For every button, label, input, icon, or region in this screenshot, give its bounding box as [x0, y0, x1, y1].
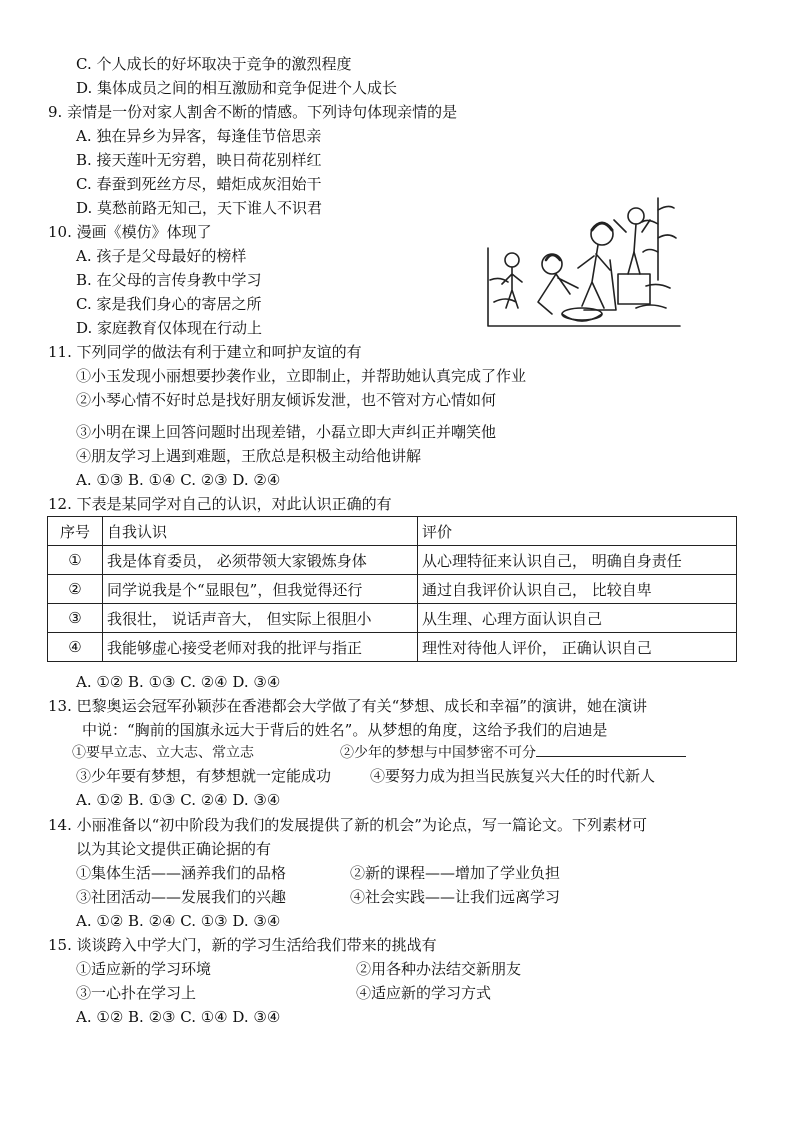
q13-statement-4: ④要努力成为担当民族复兴大任的时代新人	[370, 767, 656, 785]
q11-statement-2: ②小琴心情不好时总是找好朋友倾诉发泄，也不管对方心情如何	[76, 391, 497, 409]
table-cell: 通过自我评价认识自己， 比较自卑	[418, 575, 737, 604]
q11-stem: 11. 下列同学的做法有利于建立和呵护友谊的有	[48, 343, 362, 361]
table-row	[48, 604, 737, 633]
table-cell: 理性对待他人评价， 正确认识自己	[418, 633, 737, 662]
q14-stem-line1: 14. 小丽准备以“初中阶段为我们的发展提供了新的机会”为论点，写一篇论文。下列素材可	[48, 816, 647, 834]
imitation-cartoon-image	[486, 190, 682, 328]
q15-statement-4: ④适应新的学习方式	[356, 984, 492, 1002]
q9-stem: 9. 亲情是一份对家人割舍不断的情感。下列诗句体现亲情的是	[48, 103, 458, 121]
q14-choices: A. ①② B. ②④ C. ①③ D. ③④	[76, 912, 281, 930]
q9-option-c: C. 春蚕到死丝方尽，蜡炬成灰泪始干	[76, 175, 322, 193]
q11-statement-3: ③小明在课上回答问题时出现差错，小磊立即大声纠正并嘲笑他	[76, 423, 497, 441]
q13-statement-2-wrap	[340, 742, 686, 764]
q14-statement-4: ④社会实践——让我们远离学习	[350, 888, 561, 906]
q14-statement-1: ①集体生活——涵养我们的品格	[76, 864, 287, 882]
q9-option-d: D. 莫愁前路无知己，天下谁人不识君	[76, 199, 323, 217]
table-cell: 从心理特征来认识自己， 明确自身责任	[418, 546, 737, 575]
table-cell: 我是体育委员， 必须带领大家锻炼身体	[103, 546, 418, 575]
q13-statement-1: ①要早立志、立大志、常立志	[72, 745, 254, 761]
q10-option-d: D. 家庭教育仅体现在行动上	[76, 319, 263, 337]
q13-choices: A. ①② B. ①③ C. ②④ D. ③④	[76, 791, 281, 809]
q15-statement-3: ③一心扑在学习上	[76, 984, 197, 1002]
table-cell: ③	[48, 604, 103, 633]
q11-statement-1: ①小玉发现小丽想要抄袭作业，立即制止，并帮助她认真完成了作业	[76, 367, 527, 385]
table-header-cell: 序号	[48, 517, 103, 546]
table-cell: 我能够虚心接受老师对我的批评与指正	[103, 633, 418, 662]
table-cell: 从生理、心理方面认识自己	[418, 604, 737, 633]
q14-statement-2: ②新的课程——增加了学业负担	[350, 864, 561, 882]
q10-option-a: A. 孩子是父母最好的榜样	[76, 247, 247, 265]
q12-choices: A. ①② B. ①③ C. ②④ D. ③④	[76, 673, 281, 691]
table-row	[48, 575, 737, 604]
q9-option-a: A. 独在异乡为异客，每逢佳节倍思亲	[76, 127, 322, 145]
q12-stem: 12. 下表是某同学对自己的认识，对此认识正确的有	[48, 495, 392, 513]
q13-statement-3: ③少年要有梦想，有梦想就一定能成功	[76, 767, 332, 785]
table-cell: 同学说我是个“显眼包”，但我觉得还行	[103, 575, 418, 604]
q14-statement-3: ③社团活动——发展我们的兴趣	[76, 888, 287, 906]
q15-stem: 15. 谈谈跨入中学大门，新的学习生活给我们带来的挑战有	[48, 936, 437, 954]
table-cell: ①	[48, 546, 103, 575]
q8-option-c: C. 个人成长的好坏取决于竞争的激烈程度	[76, 55, 352, 73]
q13-stem-line2: 中说：“胸前的国旗永远大于背后的姓名”。从梦想的角度，这给予我们的启迪是	[82, 721, 608, 739]
self-knowledge-table	[47, 516, 737, 662]
q13-statement-2: ②少年的梦想与中国梦密不可分	[340, 745, 536, 761]
answer-blank-line	[536, 742, 686, 757]
table-row	[48, 546, 737, 575]
table-row	[48, 633, 737, 662]
table-cell: ②	[48, 575, 103, 604]
q8-option-d: D. 集体成员之间的相互激励和竞争促进个人成长	[76, 79, 398, 97]
q13-stem-line1: 13. 巴黎奥运会冠军孙颖莎在香港都会大学做了有关“梦想、成长和幸福”的演讲，她在演讲	[48, 697, 647, 715]
q11-statement-4: ④朋友学习上遇到难题，王欣总是积极主动给他讲解	[76, 447, 422, 465]
q10-option-c: C. 家是我们身心的寄居之所	[76, 295, 262, 313]
q14-stem-line2: 以为其论文提供正确论据的有	[76, 840, 272, 858]
table-header-row	[48, 517, 737, 546]
q11-choices: A. ①③ B. ①④ C. ②③ D. ②④	[76, 471, 281, 489]
table-cell: 我很壮， 说话声音大， 但实际上很胆小	[103, 604, 418, 633]
q15-choices: A. ①② B. ②③ C. ①④ D. ③④	[76, 1008, 281, 1026]
table-header-cell: 评价	[418, 517, 737, 546]
table-header-cell: 自我认识	[103, 517, 418, 546]
q15-statement-2: ②用各种办法结交新朋友	[356, 960, 522, 978]
q15-statement-1: ①适应新的学习环境	[76, 960, 212, 978]
q10-stem: 10. 漫画《模仿》体现了	[48, 223, 212, 241]
q10-option-b: B. 在父母的言传身教中学习	[76, 271, 262, 289]
q9-option-b: B. 接天莲叶无穷碧，映日荷花别样红	[76, 151, 322, 169]
table-cell: ④	[48, 633, 103, 662]
